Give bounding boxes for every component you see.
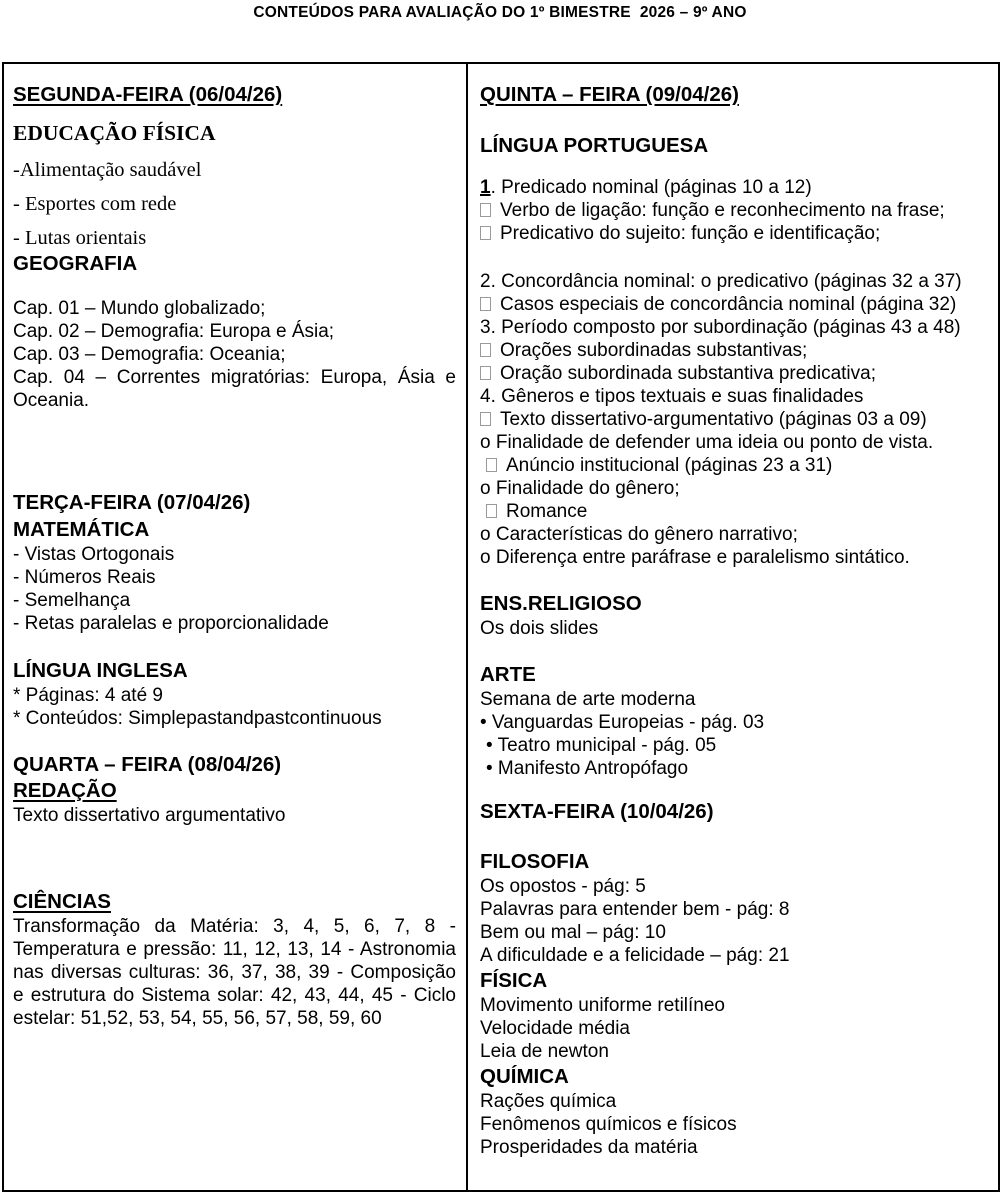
day-header: SEXTA-FEIRA (10/04/26) xyxy=(480,800,714,823)
content-paragraph: Transformação da Matéria: 3, 4, 5, 6, 7, 8 - Temperatura e pressão: 11, 12, 13, 14 - Astronomia nas diversas culturas: 36, 37, 38, 39 - Composição e estrutura do Sistema solar: 42, 43, 44, 45 - Ciclo estelar: 51,52, 53, 54, 55, 56, 57, 58, 59, 60 xyxy=(13,916,456,1029)
checkbox-icon xyxy=(480,297,491,311)
spacer xyxy=(480,640,988,661)
content-line: Semana de arte moderna xyxy=(480,689,696,710)
checkbox-icon xyxy=(480,226,491,240)
content-line: - Semelhança xyxy=(13,590,131,611)
content-line: Prosperidades da matéria xyxy=(480,1137,698,1158)
spacer xyxy=(480,569,988,590)
checkbox-icon xyxy=(480,343,491,357)
content-line: Rações química xyxy=(480,1091,617,1112)
day-header: QUARTA – FEIRA (08/04/26) xyxy=(13,753,282,776)
spacer xyxy=(13,635,456,657)
checklist-item xyxy=(480,454,988,477)
subject-header: MATEMÁTICA xyxy=(13,518,150,541)
content-line: * Páginas: 4 até 9 xyxy=(13,685,163,706)
spacer xyxy=(480,159,988,176)
day-header: TERÇA-FEIRA (07/04/26) xyxy=(13,491,251,514)
content-table xyxy=(2,62,1000,1192)
content-line: * Conteúdos: Simplepastandpastcontinuous xyxy=(13,708,382,729)
checklist-item xyxy=(480,362,988,385)
spacer xyxy=(480,108,988,132)
subject-header: EDUCAÇÃO FÍSICA xyxy=(13,121,216,145)
content-line: Velocidade média xyxy=(480,1018,630,1039)
content-line: - Lutas orientais xyxy=(13,227,147,249)
content-line: o Finalidade do gênero; xyxy=(480,478,680,499)
spacer xyxy=(480,780,988,799)
subject-header: LÍNGUA INGLESA xyxy=(13,659,188,682)
checkbox-icon xyxy=(486,458,497,472)
subject-header: CIÊNCIAS xyxy=(13,890,111,913)
spacer xyxy=(480,245,988,270)
content-line: A dificuldade e a felicidade – pág: 21 xyxy=(480,945,790,966)
content-line: Leia de newton xyxy=(480,1041,609,1062)
subject-header: ARTE xyxy=(480,663,536,686)
content-line: Cap. 03 – Demografia: Oceania; xyxy=(13,344,286,365)
spacer xyxy=(13,730,456,752)
right-column xyxy=(466,64,998,1190)
bullet-item: • Vanguardas Europeias - pág. 03 xyxy=(480,712,765,733)
checklist-item xyxy=(480,293,988,316)
subject-header: FÍSICA xyxy=(480,969,548,992)
content-line: Fenômenos químicos e físicos xyxy=(480,1114,737,1135)
content-paragraph: Cap. 04 – Correntes migratórias: Europa, Ásia e Oceania. xyxy=(13,367,456,411)
content-line: - Números Reais xyxy=(13,567,156,588)
numbered-item: 2. Concordância nominal: o predicativo (páginas 32 a 37) xyxy=(480,271,962,292)
checklist-item xyxy=(480,222,988,245)
numbered-item: 4. Gêneros e tipos textuais e suas finalidades xyxy=(480,386,864,407)
subject-header: GEOGRAFIA xyxy=(13,252,138,275)
subject-header: FILOSOFIA xyxy=(480,850,590,873)
checklist-item-label: Texto dissertativo-argumentativo (páginas 03 a 09) xyxy=(500,409,927,430)
content-line: Cap. 01 – Mundo globalizado; xyxy=(13,298,266,319)
day-header: SEGUNDA-FEIRA (06/04/26) xyxy=(13,83,283,106)
checklist-item-label: Predicativo do sujeito: função e identificação; xyxy=(500,223,881,244)
checklist-item-label: Casos especiais de concordância nominal (página 32) xyxy=(500,294,957,315)
content-line: Os opostos - pág: 5 xyxy=(480,876,646,897)
content-line: Cap. 02 – Demografia: Europa e Ásia; xyxy=(13,321,335,342)
content-line: Texto dissertativo argumentativo xyxy=(13,805,286,826)
checkbox-icon xyxy=(486,504,497,518)
underlined-number: 1 xyxy=(480,177,491,198)
content-line: o Finalidade de defender uma ideia ou ponto de vista. xyxy=(480,432,934,453)
content-line: o Diferença entre paráfrase e paralelismo sintático. xyxy=(480,547,910,568)
checklist-item xyxy=(480,500,988,523)
checklist-item-label: Anúncio institucional (páginas 23 a 31) xyxy=(506,455,833,476)
subject-header: ENS.RELIGIOSO xyxy=(480,592,642,615)
bullet-item: • Teatro municipal - pág. 05 xyxy=(486,735,717,756)
content-line: - Esportes com rede xyxy=(13,193,177,215)
checklist-item-label: Verbo de ligação: função e reconhecimento na frase; xyxy=(500,200,945,221)
bullet-item: • Manifesto Antropófago xyxy=(486,758,689,779)
checklist-item xyxy=(480,199,988,222)
checkbox-icon xyxy=(480,366,491,380)
spacer xyxy=(480,825,988,848)
spacer xyxy=(13,412,456,490)
checklist-item xyxy=(480,408,988,431)
content-line: Bem ou mal – pág: 10 xyxy=(480,922,666,943)
subject-header: LÍNGUA PORTUGUESA xyxy=(480,134,709,157)
left-column xyxy=(4,64,466,1190)
checklist-item-label: Romance xyxy=(506,501,588,522)
checklist-item-label: Oração subordinada substantiva predicativa; xyxy=(500,363,877,384)
content-line: o Características do gênero narrativo; xyxy=(480,524,798,545)
content-line: Palavras para entender bem - pág: 8 xyxy=(480,899,790,920)
spacer xyxy=(13,277,456,297)
subject-header: QUÍMICA xyxy=(480,1065,569,1088)
subject-header: REDAÇÃO xyxy=(13,779,117,802)
content-line: -Alimentação saudável xyxy=(13,159,202,181)
content-line: Os dois slides xyxy=(480,618,599,639)
spacer xyxy=(13,827,456,889)
content-line: Movimento uniforme retilíneo xyxy=(480,995,725,1016)
numbered-item: 1. Predicado nominal (páginas 10 a 12) xyxy=(480,177,812,198)
numbered-item: 3. Período composto por subordinação (páginas 43 a 48) xyxy=(480,317,961,338)
day-header: QUINTA – FEIRA (09/04/26) xyxy=(480,83,739,106)
checkbox-icon xyxy=(480,203,491,217)
content-line: - Retas paralelas e proporcionalidade xyxy=(13,613,329,634)
document-title: CONTEÚDOS PARA AVALIAÇÃO DO 1º BIMESTRE 2026 – 9º ANO xyxy=(253,4,747,21)
checklist-item xyxy=(480,339,988,362)
checkbox-icon xyxy=(480,412,491,426)
spacer xyxy=(13,108,456,118)
checklist-item-label: Orações subordinadas substantivas; xyxy=(500,340,808,361)
content-line: - Vistas Ortogonais xyxy=(13,544,175,565)
